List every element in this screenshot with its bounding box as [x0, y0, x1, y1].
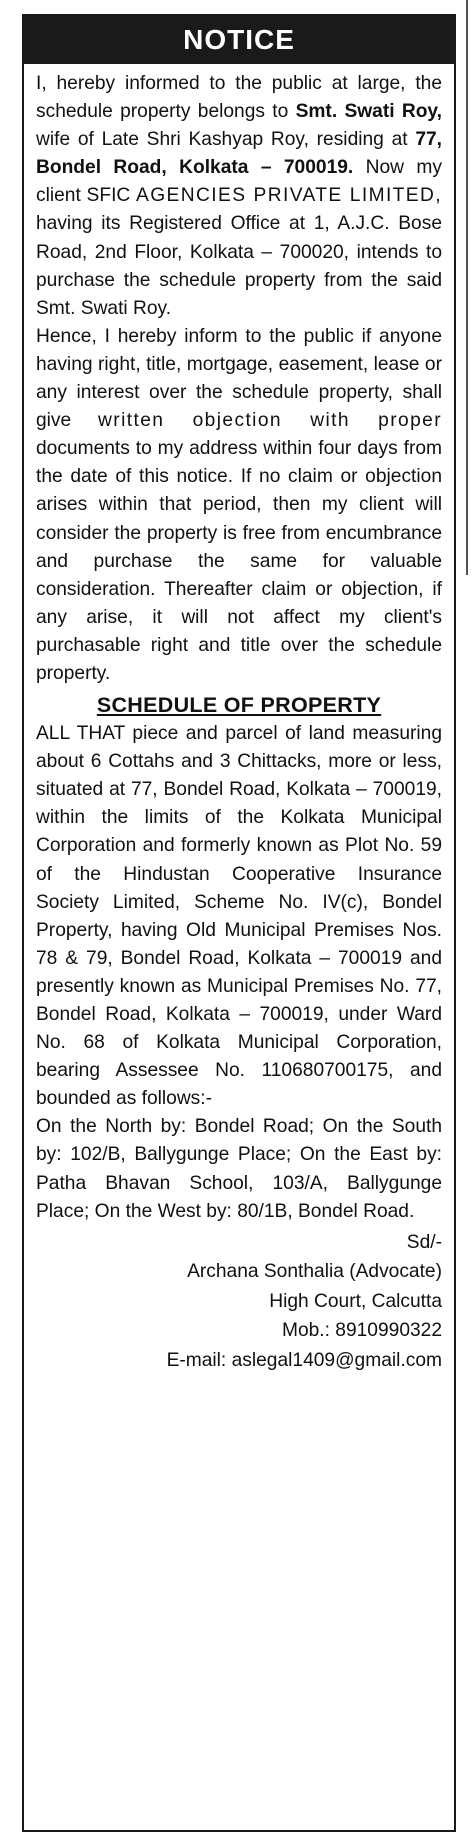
advocate-name: Archana Sonthalia (Advocate): [187, 1261, 442, 1283]
advocate-mobile: Mob.: 8910990322: [281, 1320, 442, 1342]
advocate-court: High Court, Calcutta: [269, 1290, 442, 1312]
column-divider-line: [466, 0, 468, 575]
notice-header: [24, 16, 454, 64]
notice-box: [22, 14, 456, 1832]
boundaries-paragraph: On the North by: Bondel Road; On the South by: 102/B, Ballygunge Place; On the East by: Patha Bhavan School, 103/A, Ballygunge Place; On the West by: 80/1B, Bondel Road.: [36, 1116, 442, 1222]
owner-address: 77, Bondel Road, Kolkata – 700019.: [36, 129, 442, 179]
objection-paragraph: Hence, I hereby inform to the public if anyone having right, title, mortgage, easement, lease or any interest over the schedule property, shall give written objection with proper documents to my address within four days from the date of this notice. If no claim or objection arises within that period, then my client will consider the property is free from encumbrance and purchase the same for valuable consideration. Thereafter claim or objection, if any arise, it will not affect my client's purchasable right and title over the schedule property.: [36, 325, 443, 684]
schedule-heading: SCHEDULE OF PROPERTY: [96, 693, 382, 718]
advocate-email: E-mail: aslegal1409@gmail.com: [166, 1349, 442, 1371]
notice-body: [36, 70, 442, 1226]
client-company: AGENCIES PRIVATE LIMITED,: [136, 185, 442, 207]
notice-title: NOTICE: [183, 24, 295, 55]
signature-block: [36, 1228, 442, 1376]
owner-name: Smt. Swati Roy,: [295, 101, 443, 123]
signature-sd: Sd/-: [406, 1231, 442, 1253]
intro-paragraph: I, hereby informed to the public at large, the schedule property belongs to Smt. Swati Roy, wife of Late Shri Kashyap Roy, residing at 77, Bondel Road, Kolkata – 700019. Now my client SFIC AGENCIES PRIVATE LIMITED, having its Registered Office at 1, A.J.C. Bose Road, 2nd Floor, Kolkata – 700020, intends to purchase the schedule property from the said Smt. Swati Roy.: [36, 73, 443, 319]
schedule-description: ALL THAT piece and parcel of land measuring about 6 Cottahs and 3 Chittacks, more or less, situated at 77, Bondel Road, Kolkata – 700019, within the limits of the Kolkata Municipal Corporation and formerly known as Plot No. 59 of the Hindustan Cooperative Insurance Society Limited, Scheme No. IV(c), Bondel Property, having Old Municipal Premises Nos. 78 & 79, Bondel Road, Kolkata – 700019 and presently known as Municipal Premises No. 77, Bondel Road, Kolkata – 700019, under Ward No. 68 of Kolkata Municipal Corporation, bearing Assessee No. 110680700175, and bounded as follows:-: [36, 723, 442, 1110]
